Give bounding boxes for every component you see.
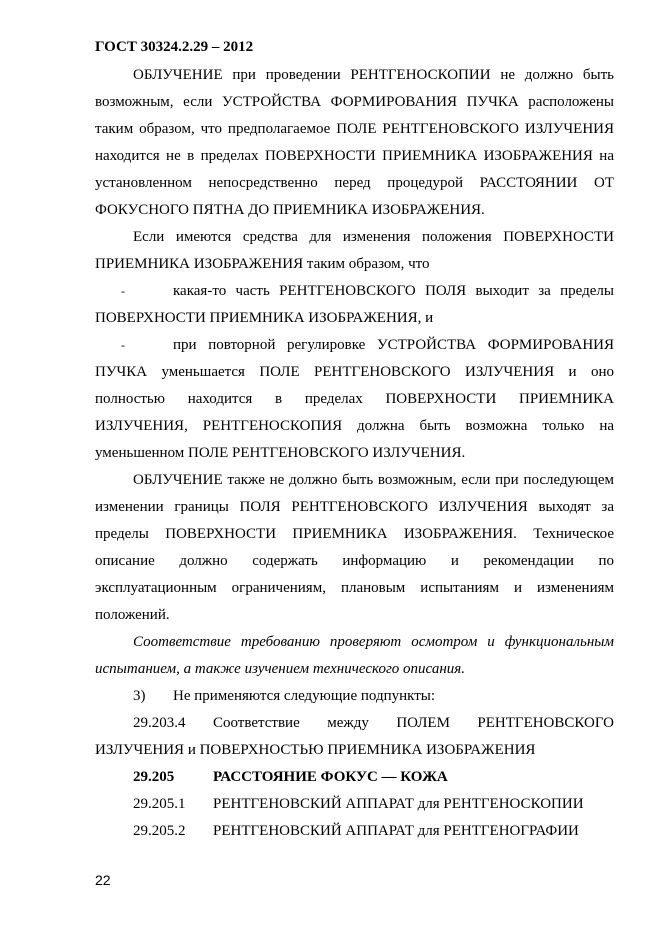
subclause-29-205-2 xyxy=(95,818,614,845)
subclause-number: 29.205.1 xyxy=(133,796,186,812)
item-text: Не применяются следующие подпункты: xyxy=(173,688,436,704)
subclause-number: 29.205 xyxy=(133,769,175,785)
subclause-number: 29.205.2 xyxy=(133,823,186,839)
paragraph-subsequent-change: ОБЛУЧЕНИЕ также не должно быть возможным, если при последующем изменении границы ПОЛЯ РЕНТГЕНОВСКОГО ИЗЛУЧЕНИЯ выходят за пределы ПОВЕРХНОСТИ ПРИЕМНИКА ИЗОБРАЖЕНИЯ. Техническое описание должно содержать информацию и рекомендации по эксплуатационным ограничениям, плановым испытаниям и изменениям положений. xyxy=(95,472,614,623)
item-number: 3) xyxy=(133,688,146,704)
body-text xyxy=(95,62,614,845)
paragraph-exposure-condition: ОБЛУЧЕНИЕ при проведении РЕНТГЕНОСКОПИИ не должно быть возможным, если УСТРОЙСТВА ФОРМИРОВАНИЯ ПУЧКА расположены таким образом, что предполагаемое ПОЛЕ РЕНТГЕНОВСКОГО ИЗЛУЧЕНИЯ находится не в пределах ПОВЕРХНОСТИ ПРИЕМНИКА ИЗОБРАЖЕНИЯ на установленном непосредственно перед процедурой РАССТОЯНИИ ОТ ФОКУСНОГО ПЯТНА ДО ПРИЕМНИКА ИЗОБРАЖЕНИЯ. xyxy=(95,67,614,218)
numbered-item-3 xyxy=(95,683,614,710)
paragraph-receptor-position: Если имеются средства для изменения положения ПОВЕРХНОСТИ ПРИЕМНИКА ИЗОБРАЖЕНИЯ таким образом, что xyxy=(95,229,614,272)
subclause-29-205 xyxy=(95,764,614,791)
bullet-text: какая-то часть РЕНТГЕНОВСКОГО ПОЛЯ выходит за пределы ПОВЕРХНОСТИ ПРИЕМНИКА ИЗОБРАЖЕНИЯ, и xyxy=(95,283,614,326)
compliance-statement: Соответствие требованию проверяют осмотром и функциональным испытанием, а также изучением технического описания. xyxy=(95,634,614,677)
subclause-title: РЕНТГЕНОВСКИЙ АППАРАТ для РЕНТГЕНОГРАФИИ xyxy=(213,823,579,839)
page-number: 22 xyxy=(95,872,111,888)
standard-header: ГОСТ 30324.2.29 – 2012 xyxy=(95,39,254,55)
list-item xyxy=(95,278,614,332)
list-item xyxy=(95,332,614,467)
subclause-title: Соответствие между ПОЛЕМ РЕНТГЕНОВСКОГО ИЗЛУЧЕНИЯ и ПОВЕРХНОСТЬЮ ПРИЕМНИКА ИЗОБРАЖЕНИЯ xyxy=(95,715,614,758)
subclause-title: РЕНТГЕНОВСКИЙ АППАРАТ для РЕНТГЕНОСКОПИИ xyxy=(213,796,584,812)
subclause-title: РАССТОЯНИЕ ФОКУС — КОЖА xyxy=(213,769,448,785)
bullet-marker: - xyxy=(121,284,125,298)
subclause-29-205-1 xyxy=(95,791,614,818)
subclause-29-203-4 xyxy=(95,710,614,764)
bullet-marker: - xyxy=(121,338,125,352)
subclause-number: 29.203.4 xyxy=(133,715,186,731)
bullet-text: при повторной регулировке УСТРОЙСТВА ФОРМИРОВАНИЯ ПУЧКА уменьшается ПОЛЕ РЕНТГЕНОВСКОГО ИЗЛУЧЕНИЯ и оно полностью находится в пределах ПОВЕРХНОСТИ ПРИЕМНИКА ИЗЛУЧЕНИЯ, РЕНТГЕНОСКОПИЯ должна быть возможна только на уменьшенном ПОЛЕ РЕНТГЕНОВСКОГО ИЗЛУЧЕНИЯ. xyxy=(95,337,614,461)
